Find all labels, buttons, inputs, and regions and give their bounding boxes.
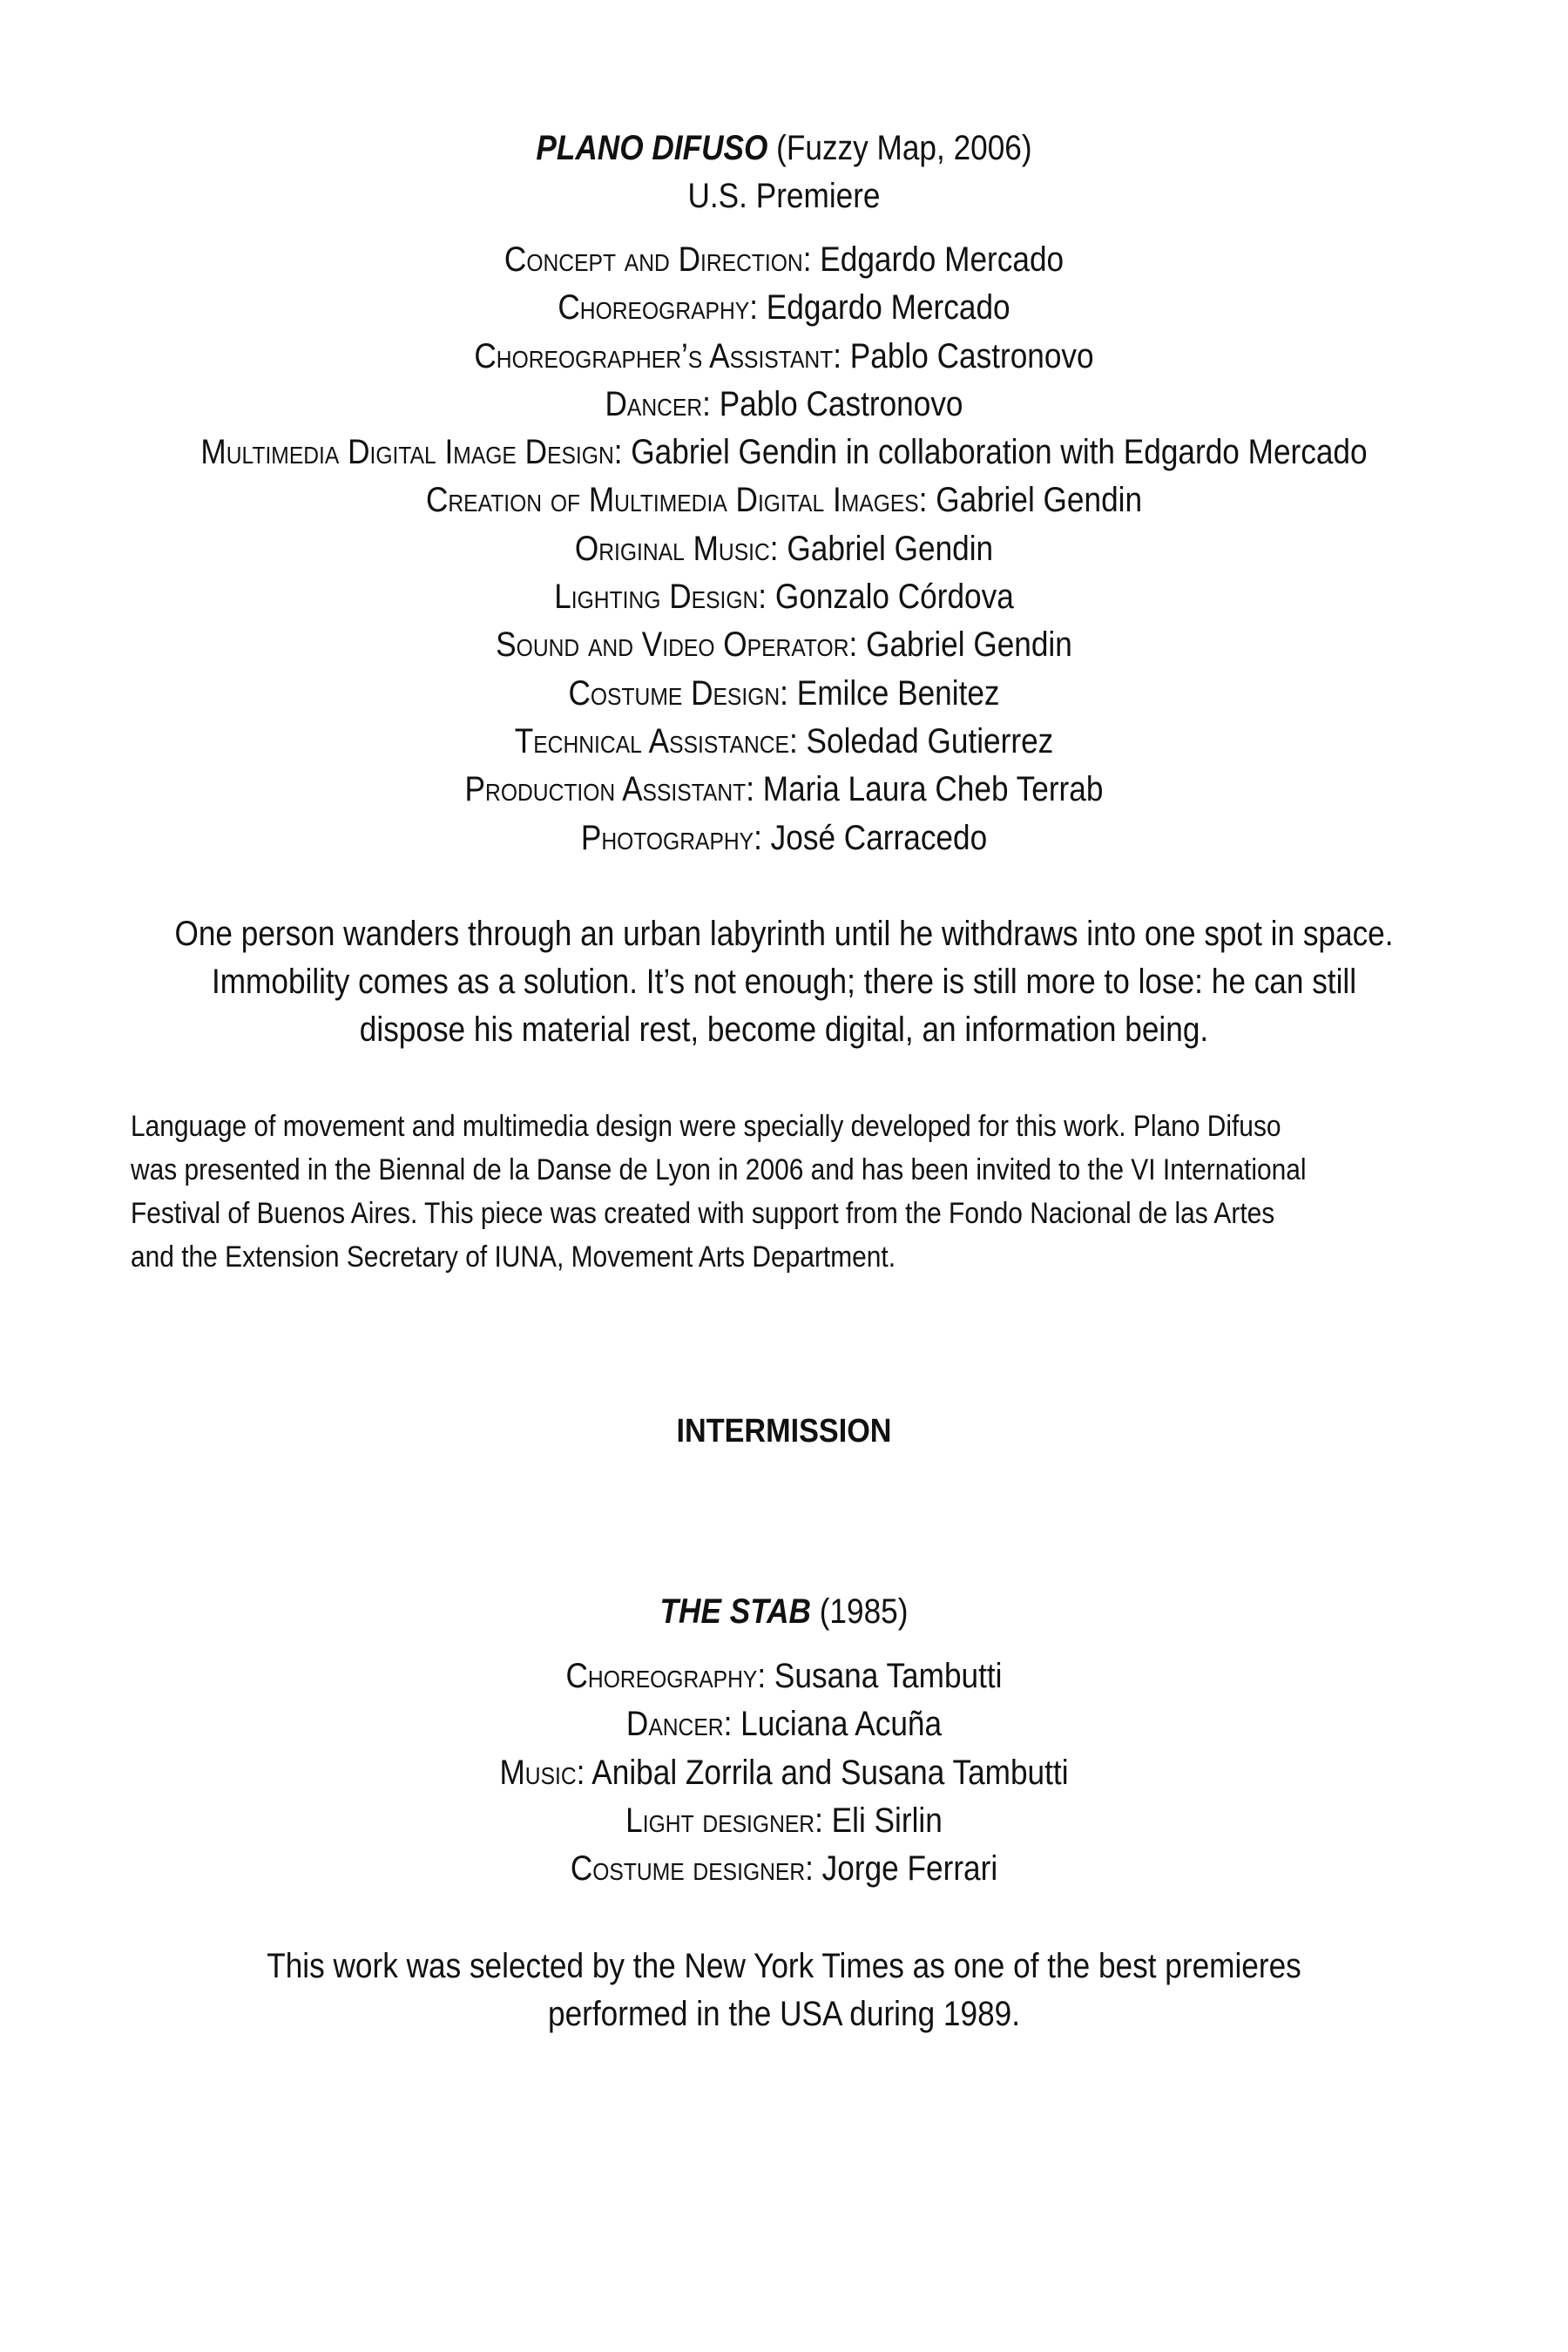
intermission-heading: INTERMISSION	[676, 1413, 892, 1450]
work-description-plano-difuso	[94, 910, 1474, 1054]
credit-line	[94, 476, 1474, 524]
credit-name: Gabriel Gendin	[778, 529, 994, 568]
work-description-the-stab	[94, 1943, 1474, 2038]
credit-name: Emilce Benitez	[787, 673, 1000, 713]
credit-name: Gonzalo Córdova	[767, 578, 1014, 617]
credit-name: Maria Laura Cheb Terrab	[754, 770, 1104, 809]
credit-role: Choreographer’s Assistant:	[474, 336, 842, 375]
work-title-name: THE STAB	[659, 1592, 811, 1631]
credits-list-the-stab	[94, 1652, 1474, 1893]
credit-name: Gabriel Gendin in collaboration with Edgardo Mercado	[622, 433, 1368, 472]
work-title-the-stab	[94, 1590, 1474, 1633]
work-note-plano-difuso	[131, 1105, 1437, 1279]
work-title-name: PLANO DIFUSO	[536, 129, 768, 167]
credit-line	[94, 1749, 1474, 1797]
description-line: This work was selected by the New York Times as one of the best premieres	[267, 1947, 1301, 1985]
credit-name: Pablo Castronovo	[841, 336, 1094, 375]
credit-name: José Carracedo	[761, 818, 988, 857]
work-title-plano-difuso	[94, 126, 1474, 170]
credit-name: Gabriel Gendin	[927, 481, 1143, 520]
credit-role: Choreography:	[565, 1657, 767, 1695]
credit-line	[94, 1845, 1474, 1893]
credits-list-plano-difuso	[94, 236, 1474, 862]
credit-line	[94, 814, 1474, 862]
description-line: Immobility comes as a solution. It’s not enough; there is still more to lose: he can still	[211, 963, 1357, 1001]
credit-line	[94, 766, 1474, 814]
credit-name: Anibal Zorrila and Susana Tambutti	[585, 1753, 1069, 1792]
credit-role: Photography:	[580, 818, 762, 857]
note-line: Language of movement and multimedia design were specially developed for this work. Plano Difuso	[131, 1110, 1281, 1143]
credit-role: Creation of Multimedia Digital Images:	[425, 481, 928, 520]
note-line: and the Extension Secretary of IUNA, Movement Arts Department.	[131, 1240, 896, 1274]
credit-role: Original Music:	[574, 529, 779, 568]
credit-name: Soledad Gutierrez	[797, 721, 1054, 760]
credit-line	[94, 236, 1474, 284]
note-line: was presented in the Biennal de la Danse de Lyon in 2006 and has been invited to the VI International	[131, 1153, 1307, 1186]
credit-line	[94, 670, 1474, 718]
credit-line	[94, 573, 1474, 621]
credit-role: Music:	[499, 1753, 585, 1792]
credit-line	[94, 429, 1474, 476]
work-title-suffix: (Fuzzy Map, 2006)	[767, 129, 1032, 167]
description-line: dispose his material rest, become digital, an information being.	[359, 1010, 1209, 1049]
credit-role: Choreography:	[558, 288, 759, 328]
credit-role: Costume designer:	[570, 1849, 814, 1889]
premiere-label: U.S. Premiere	[687, 177, 881, 215]
credit-line	[94, 1652, 1474, 1700]
credit-role: Sound and Video Operator:	[496, 625, 858, 665]
credit-role: Light designer:	[625, 1801, 823, 1840]
credit-role: Costume Design:	[568, 673, 788, 713]
credit-name: Susana Tambutti	[766, 1657, 1003, 1695]
credit-line	[94, 1700, 1474, 1748]
credit-name: Luciana Acuña	[732, 1705, 943, 1744]
credit-role: Lighting Design:	[554, 578, 767, 617]
credit-role: Multimedia Digital Image Design:	[200, 433, 623, 472]
credit-role: Technical Assistance:	[514, 721, 798, 760]
credit-name: Pablo Castronovo	[710, 384, 963, 423]
credit-name: Gabriel Gendin	[857, 625, 1072, 665]
credit-line	[94, 1797, 1474, 1845]
credit-line	[94, 718, 1474, 766]
credit-role: Concept and Direction:	[504, 240, 812, 279]
credit-line	[94, 333, 1474, 381]
note-line: Festival of Buenos Aires. This piece was created with support from the Fondo Nacional de las Artes	[131, 1197, 1275, 1230]
credit-line	[94, 381, 1474, 429]
description-line: One person wanders through an urban labyrinth until he withdraws into one spot in space.	[174, 915, 1394, 953]
credit-line	[94, 284, 1474, 332]
credit-role: Dancer:	[625, 1705, 733, 1744]
credit-line	[94, 621, 1474, 669]
description-line: performed in the USA during 1989.	[547, 1995, 1021, 2033]
work-title-suffix: (1985)	[810, 1592, 909, 1631]
credit-line	[94, 525, 1474, 573]
credit-role: Dancer:	[605, 384, 711, 423]
credit-name: Jorge Ferrari	[813, 1849, 998, 1889]
credit-name: Edgardo Mercado	[811, 240, 1064, 279]
credit-name: Eli Sirlin	[822, 1801, 943, 1840]
credit-name: Edgardo Mercado	[758, 288, 1010, 328]
credit-role: Production Assistant:	[464, 770, 754, 809]
